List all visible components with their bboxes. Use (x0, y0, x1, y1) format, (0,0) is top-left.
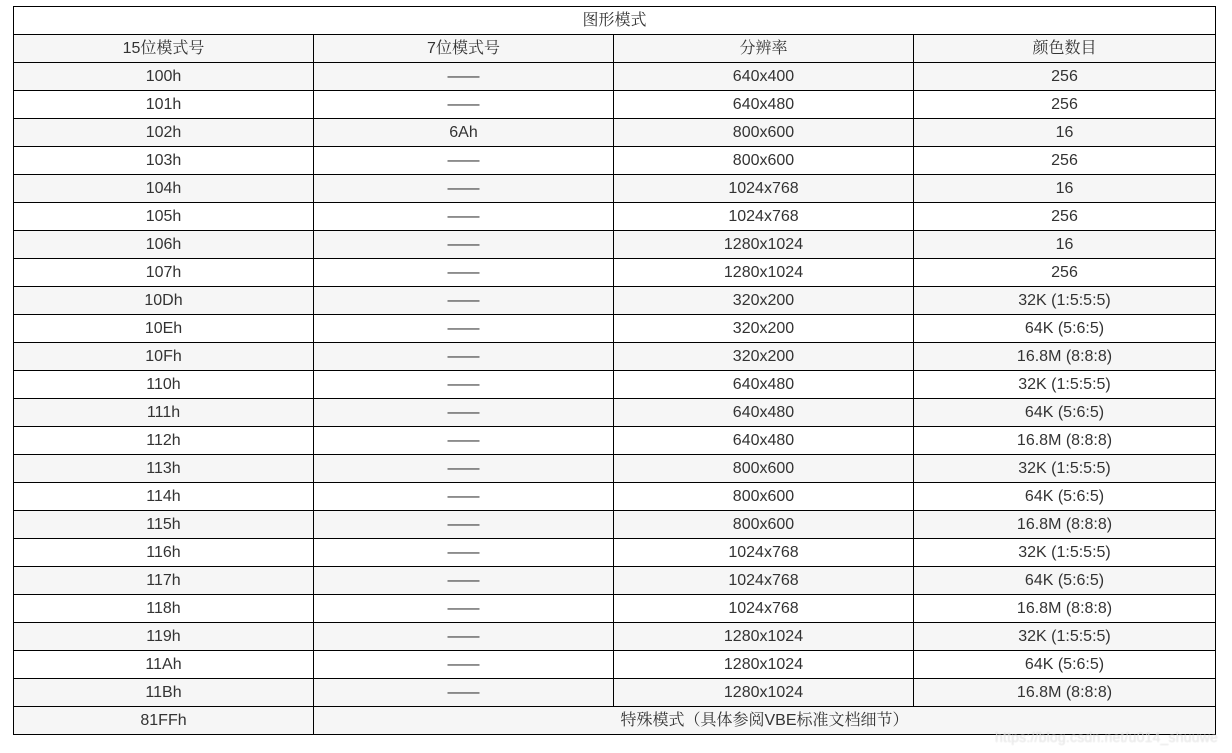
table-row (14, 371, 1216, 399)
cell-resolution: 640x480 (614, 399, 914, 427)
table-header-row (14, 35, 1216, 63)
table-row (14, 483, 1216, 511)
cell-resolution: 1280x1024 (614, 231, 914, 259)
graphics-mode-table (13, 6, 1216, 735)
table-row (14, 539, 1216, 567)
cell-7bit-mode: —— (314, 623, 614, 651)
table-title-row (14, 7, 1216, 35)
cell-color-count: 32K (1:5:5:5) (914, 371, 1216, 399)
table-row (14, 455, 1216, 483)
cell-resolution: 640x480 (614, 371, 914, 399)
cell-15bit-mode: 106h (14, 231, 314, 259)
table-row (14, 147, 1216, 175)
cell-15bit-mode: 117h (14, 567, 314, 595)
table-row (14, 175, 1216, 203)
cell-color-count: 16.8M (8:8:8) (914, 427, 1216, 455)
cell-color-count: 32K (1:5:5:5) (914, 455, 1216, 483)
table-row (14, 343, 1216, 371)
cell-color-count: 64K (5:6:5) (914, 483, 1216, 511)
cell-15bit-mode: 107h (14, 259, 314, 287)
cell-15bit-mode: 11Bh (14, 679, 314, 707)
cell-15bit-mode: 110h (14, 371, 314, 399)
cell-7bit-mode: —— (314, 399, 614, 427)
cell-7bit-mode: —— (314, 427, 614, 455)
table-row (14, 203, 1216, 231)
cell-15bit-mode: 114h (14, 483, 314, 511)
cell-15bit-mode: 10Eh (14, 315, 314, 343)
cell-7bit-mode: —— (314, 315, 614, 343)
cell-7bit-mode: —— (314, 567, 614, 595)
cell-15bit-mode: 11Ah (14, 651, 314, 679)
cell-15bit-mode: 116h (14, 539, 314, 567)
cell-7bit-mode: —— (314, 287, 614, 315)
cell-resolution: 1280x1024 (614, 259, 914, 287)
cell-color-count: 16.8M (8:8:8) (914, 595, 1216, 623)
column-header-7bit-mode: 7位模式号 (314, 35, 614, 63)
cell-color-count: 64K (5:6:5) (914, 567, 1216, 595)
cell-color-count: 64K (5:6:5) (914, 315, 1216, 343)
watermark: https://blog.csdn.net/u014_shuuwe (995, 729, 1218, 745)
cell-resolution: 320x200 (614, 315, 914, 343)
table-row (14, 679, 1216, 707)
column-header-color-count: 颜色数目 (914, 35, 1216, 63)
cell-7bit-mode: —— (314, 63, 614, 91)
cell-resolution: 1280x1024 (614, 651, 914, 679)
cell-7bit-mode: —— (314, 203, 614, 231)
cell-15bit-mode: 10Fh (14, 343, 314, 371)
cell-color-count: 256 (914, 147, 1216, 175)
cell-15bit-mode: 104h (14, 175, 314, 203)
table-row (14, 259, 1216, 287)
cell-15bit-mode: 118h (14, 595, 314, 623)
cell-7bit-mode: —— (314, 343, 614, 371)
table-row (14, 399, 1216, 427)
column-header-resolution: 分辨率 (614, 35, 914, 63)
cell-resolution: 1024x768 (614, 595, 914, 623)
cell-15bit-mode: 105h (14, 203, 314, 231)
cell-7bit-mode: —— (314, 259, 614, 287)
cell-color-count: 256 (914, 203, 1216, 231)
cell-15bit-mode: 102h (14, 119, 314, 147)
cell-resolution: 1024x768 (614, 567, 914, 595)
cell-resolution: 1024x768 (614, 539, 914, 567)
special-mode-number: 81FFh (14, 707, 314, 735)
cell-7bit-mode: 6Ah (314, 119, 614, 147)
cell-7bit-mode: —— (314, 175, 614, 203)
cell-color-count: 32K (1:5:5:5) (914, 623, 1216, 651)
cell-7bit-mode: —— (314, 539, 614, 567)
cell-7bit-mode: —— (314, 483, 614, 511)
cell-15bit-mode: 101h (14, 91, 314, 119)
cell-7bit-mode: —— (314, 651, 614, 679)
cell-color-count: 16 (914, 119, 1216, 147)
cell-color-count: 32K (1:5:5:5) (914, 539, 1216, 567)
table-row (14, 287, 1216, 315)
special-mode-description: 特殊模式（具体参阅VBE标准文档细节） (314, 707, 1216, 735)
cell-color-count: 256 (914, 63, 1216, 91)
cell-color-count: 16.8M (8:8:8) (914, 679, 1216, 707)
table-row (14, 595, 1216, 623)
cell-color-count: 16.8M (8:8:8) (914, 343, 1216, 371)
table-row (14, 651, 1216, 679)
cell-resolution: 1024x768 (614, 203, 914, 231)
cell-15bit-mode: 103h (14, 147, 314, 175)
cell-15bit-mode: 115h (14, 511, 314, 539)
cell-resolution: 640x480 (614, 427, 914, 455)
cell-color-count: 32K (1:5:5:5) (914, 287, 1216, 315)
cell-7bit-mode: —— (314, 91, 614, 119)
cell-color-count: 256 (914, 91, 1216, 119)
cell-resolution: 1280x1024 (614, 679, 914, 707)
table-row (14, 315, 1216, 343)
table-row (14, 511, 1216, 539)
table-row (14, 91, 1216, 119)
cell-7bit-mode: —— (314, 511, 614, 539)
cell-15bit-mode: 113h (14, 455, 314, 483)
cell-15bit-mode: 119h (14, 623, 314, 651)
cell-resolution: 320x200 (614, 343, 914, 371)
cell-7bit-mode: —— (314, 371, 614, 399)
cell-15bit-mode: 111h (14, 399, 314, 427)
cell-resolution: 800x600 (614, 147, 914, 175)
column-header-15bit-mode: 15位模式号 (14, 35, 314, 63)
cell-7bit-mode: —— (314, 679, 614, 707)
cell-7bit-mode: —— (314, 455, 614, 483)
cell-resolution: 1024x768 (614, 175, 914, 203)
table-row (14, 567, 1216, 595)
table-row (14, 623, 1216, 651)
cell-color-count: 16.8M (8:8:8) (914, 511, 1216, 539)
cell-15bit-mode: 112h (14, 427, 314, 455)
table-row (14, 231, 1216, 259)
table-row (14, 63, 1216, 91)
cell-resolution: 640x400 (614, 63, 914, 91)
cell-resolution: 640x480 (614, 91, 914, 119)
table-row (14, 427, 1216, 455)
cell-7bit-mode: —— (314, 231, 614, 259)
cell-resolution: 800x600 (614, 455, 914, 483)
cell-15bit-mode: 100h (14, 63, 314, 91)
table-title: 图形模式 (14, 7, 1216, 35)
cell-color-count: 16 (914, 231, 1216, 259)
cell-color-count: 256 (914, 259, 1216, 287)
cell-7bit-mode: —— (314, 595, 614, 623)
cell-resolution: 800x600 (614, 483, 914, 511)
table-row (14, 119, 1216, 147)
cell-resolution: 320x200 (614, 287, 914, 315)
cell-color-count: 64K (5:6:5) (914, 399, 1216, 427)
cell-color-count: 16 (914, 175, 1216, 203)
cell-7bit-mode: —— (314, 147, 614, 175)
cell-color-count: 64K (5:6:5) (914, 651, 1216, 679)
cell-resolution: 800x600 (614, 119, 914, 147)
cell-resolution: 1280x1024 (614, 623, 914, 651)
cell-15bit-mode: 10Dh (14, 287, 314, 315)
cell-resolution: 800x600 (614, 511, 914, 539)
